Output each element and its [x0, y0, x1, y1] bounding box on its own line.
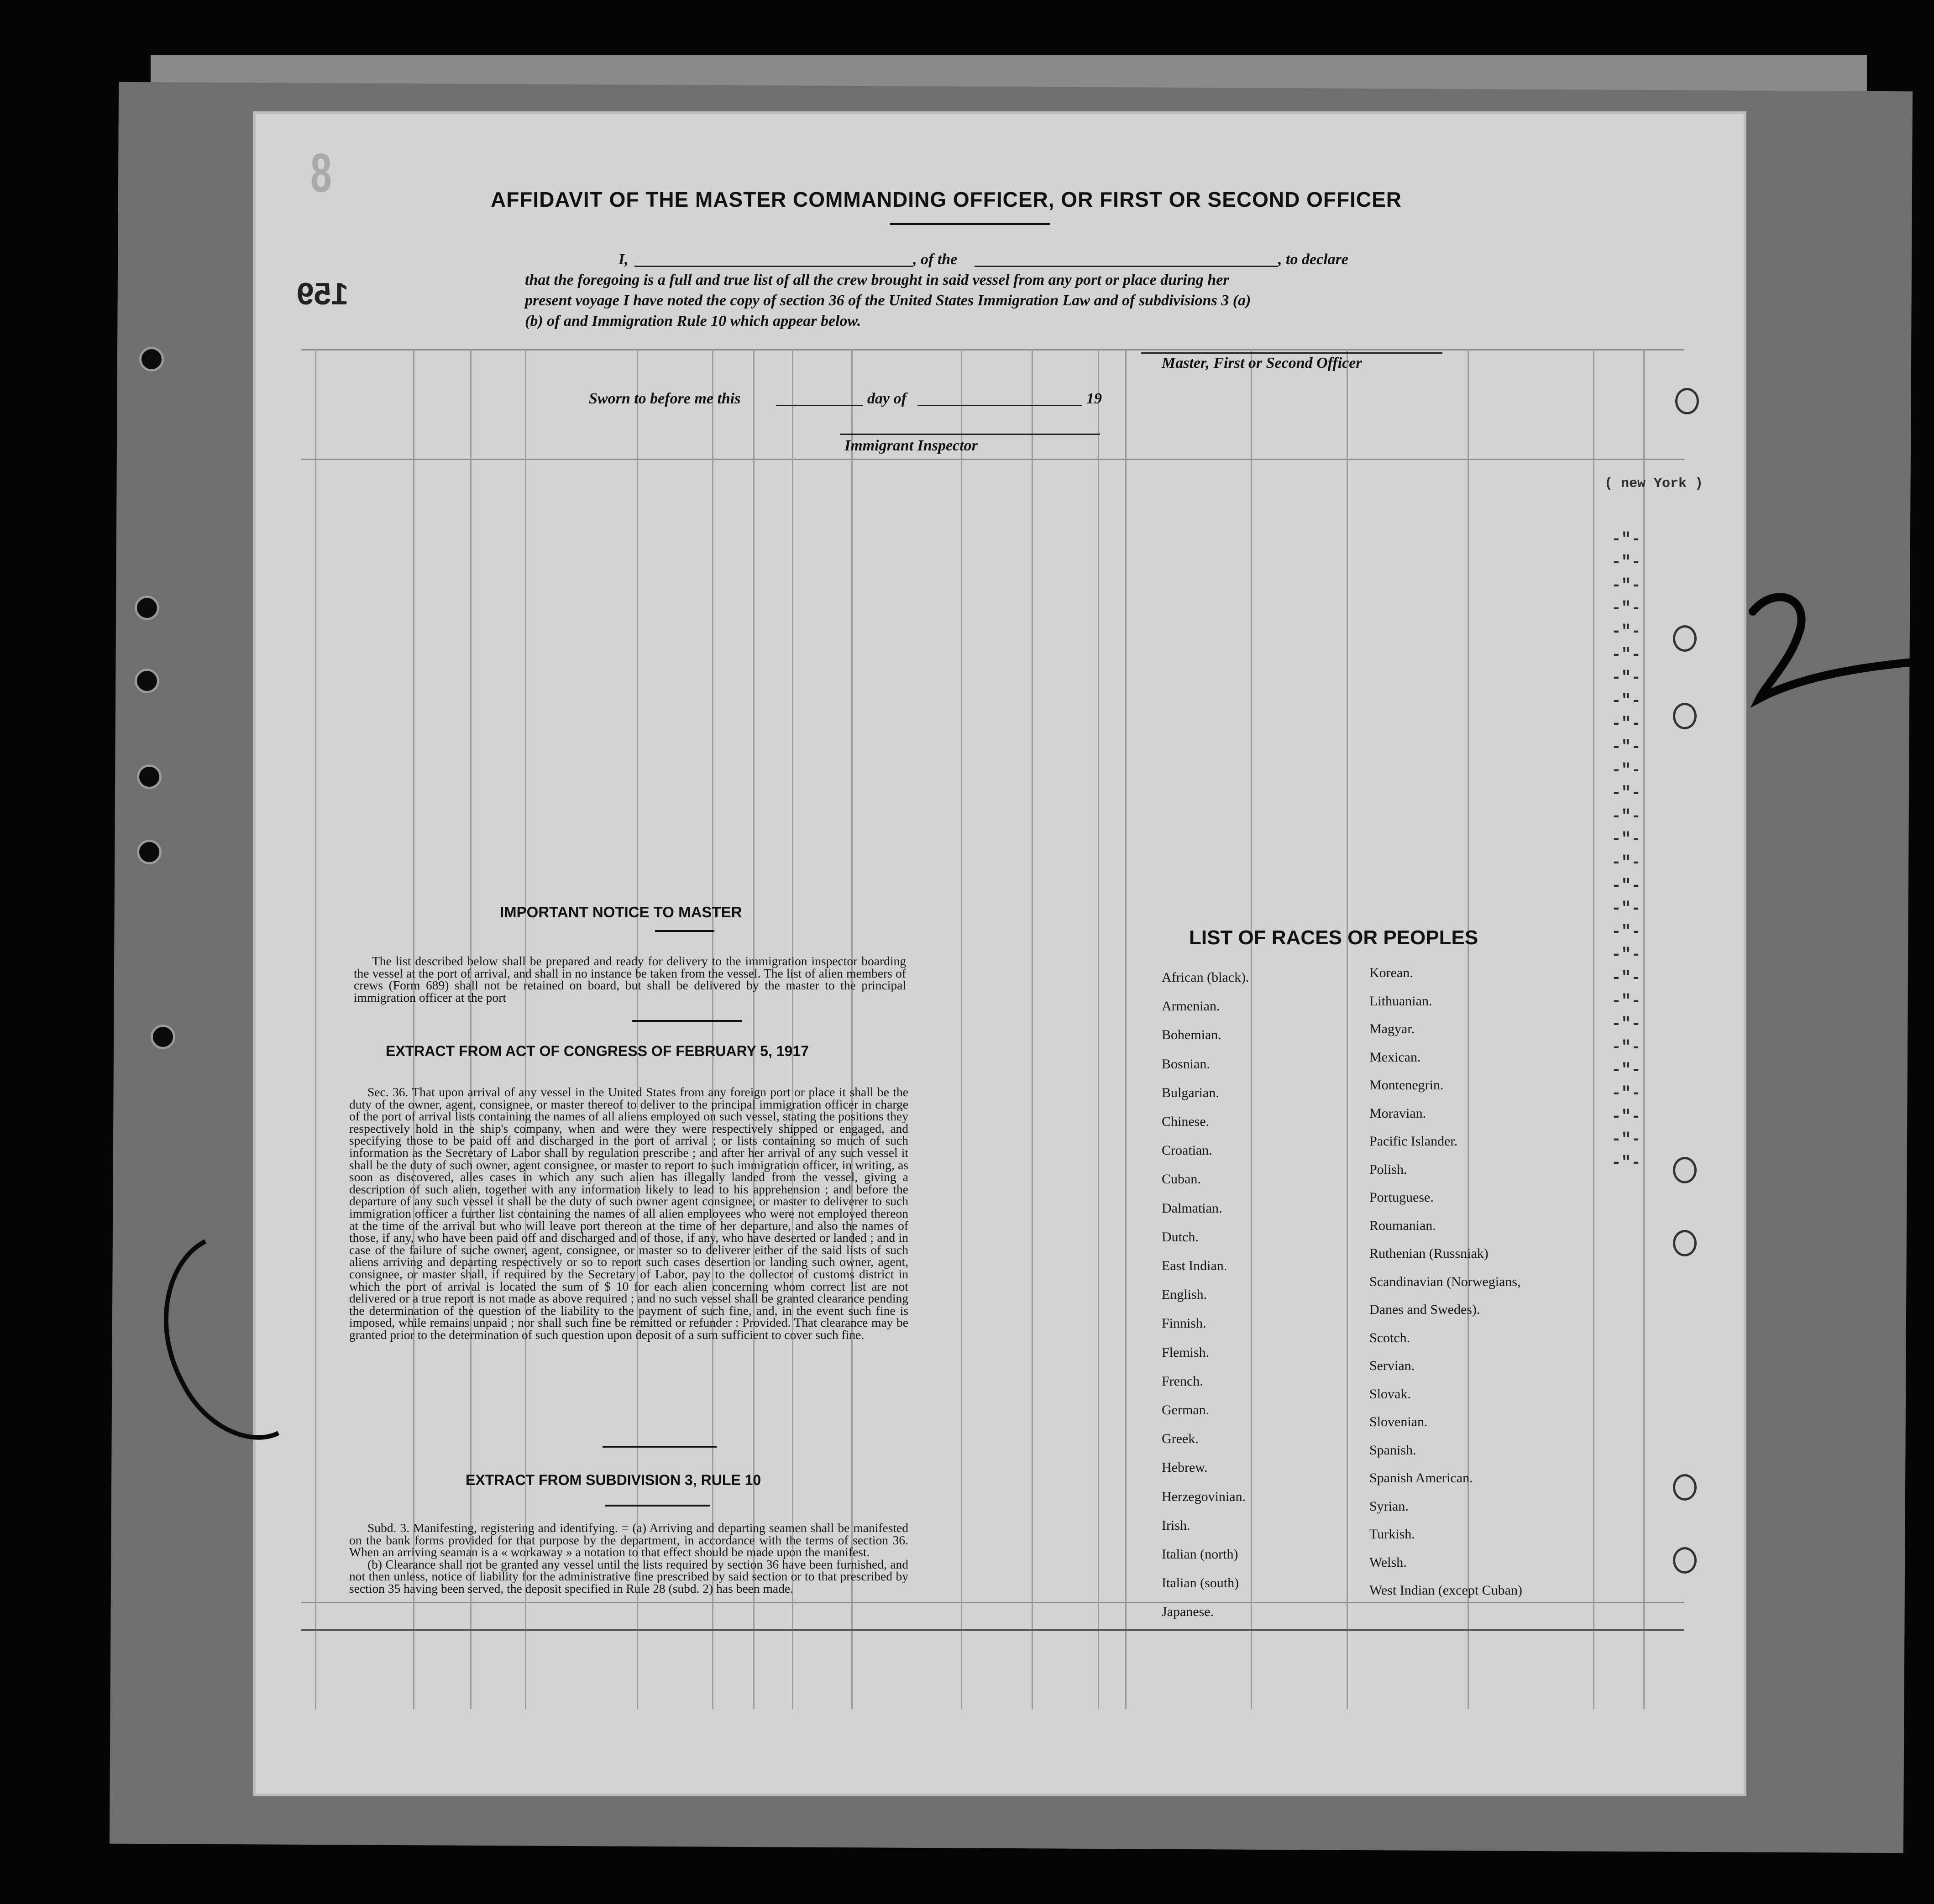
- race-item: Armenian.: [1162, 999, 1220, 1014]
- race-item: Ruthenian (Russniak): [1369, 1246, 1488, 1261]
- race-item: Magyar.: [1369, 1021, 1415, 1036]
- page-number: 159: [297, 277, 349, 311]
- race-item: English.: [1162, 1287, 1207, 1302]
- race-item: Flemish.: [1162, 1344, 1210, 1360]
- ditto-mark: -"-: [1611, 991, 1641, 1010]
- sheet-hole: [1673, 1157, 1697, 1183]
- race-item: Bosnian.: [1162, 1056, 1210, 1072]
- ditto-mark: -"-: [1611, 968, 1641, 987]
- race-item: Montenegrin.: [1369, 1078, 1444, 1093]
- name-blank: [634, 266, 913, 267]
- notice-text: The list described below shall be prepared and ready for delivery to the immigration inspector boarding the vessel at the port of arrival, and shall in no instance be taken from the vessel. The list of alien members of crews (Form 689) shall not be retained on board, but shall be delivered by the master to the principal immigration officer at the port: [354, 954, 906, 1004]
- ditto-mark: -"-: [1611, 599, 1641, 618]
- affidavit-line3: present voyage I have noted the copy of section 36 of the United States Immigration Law and of subdivisions 3 (a): [525, 292, 1251, 309]
- race-item: Italian (south): [1162, 1575, 1239, 1591]
- ditto-mark: -"-: [1611, 529, 1641, 549]
- race-item: Chinese.: [1162, 1114, 1210, 1129]
- race-item: Slovak.: [1369, 1386, 1411, 1402]
- race-item: Hebrew.: [1162, 1460, 1208, 1475]
- race-item: Finnish.: [1162, 1316, 1206, 1331]
- ditto-mark: -"-: [1611, 922, 1641, 941]
- race-item: Welsh.: [1369, 1554, 1407, 1570]
- race-item: Italian (north): [1162, 1547, 1238, 1562]
- race-item: Moravian.: [1369, 1105, 1426, 1121]
- race-item: Lithuanian.: [1369, 993, 1432, 1009]
- ditto-mark: -"-: [1611, 1061, 1641, 1080]
- race-item: Cuban.: [1162, 1172, 1201, 1187]
- signature-label: Master, First or Second Officer: [1162, 355, 1362, 371]
- ditto-mark: -"-: [1611, 876, 1641, 895]
- sworn-text: Sworn to before me this: [589, 390, 741, 407]
- ditto-mark: -"-: [1611, 1015, 1641, 1034]
- vessel-blank: [975, 266, 1278, 267]
- ditto-mark: -"-: [1611, 622, 1641, 641]
- affidavit-line2: that the foregoing is a full and true list of all the crew brought in said vessel from any port or place during her: [525, 272, 1229, 288]
- race-item: Portuguese.: [1369, 1190, 1434, 1205]
- table-top-rule: [301, 349, 1684, 350]
- race-item: Scotch.: [1369, 1330, 1410, 1345]
- sworn-day: day of: [867, 390, 907, 407]
- binding-hole: [137, 840, 162, 864]
- ditto-mark: -"-: [1611, 806, 1641, 826]
- race-item: West Indian (except Cuban): [1369, 1583, 1522, 1598]
- title-underline: [890, 223, 1050, 225]
- race-item: Turkish.: [1369, 1527, 1415, 1542]
- binding-hole: [137, 764, 162, 789]
- race-item: Dalmatian.: [1162, 1200, 1222, 1216]
- sheet-hole: [1673, 1547, 1697, 1574]
- binding-hole: [139, 347, 164, 371]
- new-york-note: ( new York ): [1604, 476, 1703, 492]
- race-item: Japanese.: [1162, 1604, 1214, 1620]
- race-item: Croatian.: [1162, 1143, 1212, 1158]
- ditto-mark: -"-: [1611, 738, 1641, 756]
- binding-hole: [135, 669, 159, 693]
- ditto-mark: -"-: [1611, 691, 1641, 710]
- race-item: Scandinavian (Norwegians,: [1369, 1274, 1521, 1289]
- race-item: Korean.: [1369, 965, 1413, 980]
- extract-act-text: Sec. 36. That upon arrival of any vessel in the United States from any foreign port or place it shall be the duty of the owner, agent, consignee, or master thereof to deliver to the principal immigration officer in charge of the port of arrival lists containing the names of all aliens employed on such vessel, stating the positions they respectively hold in the ship's company, when and were they were respectively shipped or engaged, and specifying those to be paid off and discharged in the port of arrival ; or lists containing so much of such information as the Secretary of Labor shall by regulation prescribe ; and after her arrival of any such vessel it shall be the duty of such owner, agent consignee, or master to report to such immigration officer, in writing, as soon as discovered, alles cases in which any such alien has illegally landed from the vessel, giving a description of such alien, together with any information likely to lead to his apprehension ; and before the departure of any such vessel it shall be the duty of such owner agent consignee, or master to deliverer to such immigration officer a further list containing the names of all alien employees who were not employed thereon at the time of the arrival but who will leave port thereon at the time of her departure, and also the names of those, if any, who have been paid off and discharged and of those, if any, who have deserted or landed ; and in case of the failure of suche owner, agent, consignee, or master so to deliverer either of the said lists of such aliens arriving and departing respectively or so to report such cases desertion or landing such owner, agent, consignee, or master shall, if required by the Secretary of Labor, pay to the collector of customs district in which the port of arrival is located the sum of $ 10 for each alien concerning whom correct list are not delivered or a true report is not made as above required ; and no such vessel shall be granted clearance pending the determination of the question of the liability to the payment of such fine, and, in the event such fine is imposed, while remains unpaid ; nor shall such fine be remitted or refunder : Provided. That clearance may be granted prior to the determination of such question upon deposit of a sum sufficient to cover such fine.: [349, 1085, 908, 1342]
- ditto-mark: -"-: [1611, 945, 1641, 964]
- extract-rule-title: EXTRACT FROM SUBDIVISION 3, RULE 10: [466, 1472, 761, 1488]
- race-item: Irish.: [1162, 1517, 1190, 1533]
- ditto-mark: -"-: [1611, 1107, 1641, 1126]
- ditto-mark: -"-: [1611, 853, 1641, 872]
- race-item: Spanish American.: [1369, 1470, 1473, 1486]
- ditto-mark: -"-: [1611, 784, 1641, 803]
- race-item: African (black).: [1162, 970, 1249, 985]
- ditto-mark: -"-: [1611, 668, 1641, 687]
- extract-act-title: EXTRACT FROM ACT OF CONGRESS OF FEBRUARY 5, 1917: [386, 1043, 809, 1059]
- manifest-page: [256, 114, 1744, 1794]
- sheet-hole: [1673, 703, 1697, 729]
- ditto-mark: -"-: [1611, 645, 1641, 664]
- race-item: Dutch.: [1162, 1229, 1199, 1245]
- race-item: Mexican.: [1369, 1049, 1421, 1065]
- race-item: Pacific Islander.: [1369, 1134, 1458, 1149]
- race-item: East Indian.: [1162, 1258, 1227, 1273]
- affidavit-declare: , to declare: [1278, 251, 1348, 268]
- ditto-mark: -"-: [1611, 553, 1641, 572]
- race-item: French.: [1162, 1373, 1203, 1389]
- page-marker: 8: [310, 142, 332, 204]
- ditto-mark: -"-: [1611, 1130, 1641, 1149]
- sheet-hole: [1673, 625, 1697, 652]
- affidavit-i: I,: [618, 251, 629, 268]
- extract-rule-text: Subd. 3. Manifesting, registering and identifying. = (a) Arriving and departing seamen shall be manifested on the bank forms provided for that purpose by the department, in accordance with the terms of section 36. When an arriving seaman is a « workaway » a notation to that effect should be made upon the manifest. (b) Clearance shall not be granted any vessel until the lists required by section 36 have been furnished, and not then unless, notice of liability for the administrative fine prescribed by said section or to that prescribed by section 35 having been served, the deposit specified in Rule 28 (subd. 2) has been made.: [349, 1521, 908, 1595]
- race-item: Syrian.: [1369, 1498, 1409, 1514]
- ditto-mark: -"-: [1611, 899, 1641, 918]
- race-item: Herzegovinian.: [1162, 1489, 1246, 1504]
- ditto-mark: -"-: [1611, 1084, 1641, 1103]
- ditto-mark: -"-: [1611, 830, 1641, 849]
- race-item: Servian.: [1369, 1358, 1415, 1373]
- race-item: German.: [1162, 1402, 1210, 1418]
- ditto-mark: -"-: [1611, 1153, 1641, 1172]
- table-header-rule: [301, 459, 1684, 460]
- ditto-mark: -"-: [1611, 1037, 1641, 1057]
- ditto-mark: -"-: [1611, 714, 1641, 733]
- race-item: Danes and Swedes).: [1369, 1302, 1480, 1317]
- affidavit-of: , of the: [913, 251, 958, 268]
- race-item: Bohemian.: [1162, 1027, 1221, 1043]
- affidavit-line4: (b) of and Immigration Rule 10 which appear below.: [525, 313, 861, 330]
- handwritten-two: [1748, 593, 1922, 712]
- pencil-loop-mark: [142, 1232, 288, 1460]
- race-item: Slovenian.: [1369, 1414, 1428, 1429]
- race-item: Bulgarian.: [1162, 1085, 1219, 1100]
- binding-hole: [135, 596, 159, 620]
- ditto-mark: -"-: [1611, 760, 1641, 779]
- affidavit-title: AFFIDAVIT OF THE MASTER COMMANDING OFFICER, OR FIRST OR SECOND OFFICER: [491, 188, 1402, 211]
- race-item: Roumanian.: [1369, 1218, 1436, 1233]
- sheet-hole: [1673, 1230, 1697, 1256]
- race-item: Greek.: [1162, 1431, 1199, 1447]
- ditto-mark: -"-: [1611, 575, 1641, 595]
- binding-hole: [151, 1025, 175, 1049]
- signature-line: [1141, 352, 1442, 354]
- inspector-label: Immigrant Inspector: [844, 437, 978, 454]
- sworn-year: 19: [1086, 390, 1102, 407]
- races-title: LIST OF RACES OR PEOPLES: [1189, 926, 1478, 949]
- sheet-hole: [1673, 1474, 1697, 1501]
- race-item: Spanish.: [1369, 1442, 1416, 1458]
- notice-title: IMPORTANT NOTICE TO MASTER: [500, 904, 742, 921]
- race-item: Polish.: [1369, 1161, 1407, 1177]
- sheet-hole: [1675, 388, 1699, 414]
